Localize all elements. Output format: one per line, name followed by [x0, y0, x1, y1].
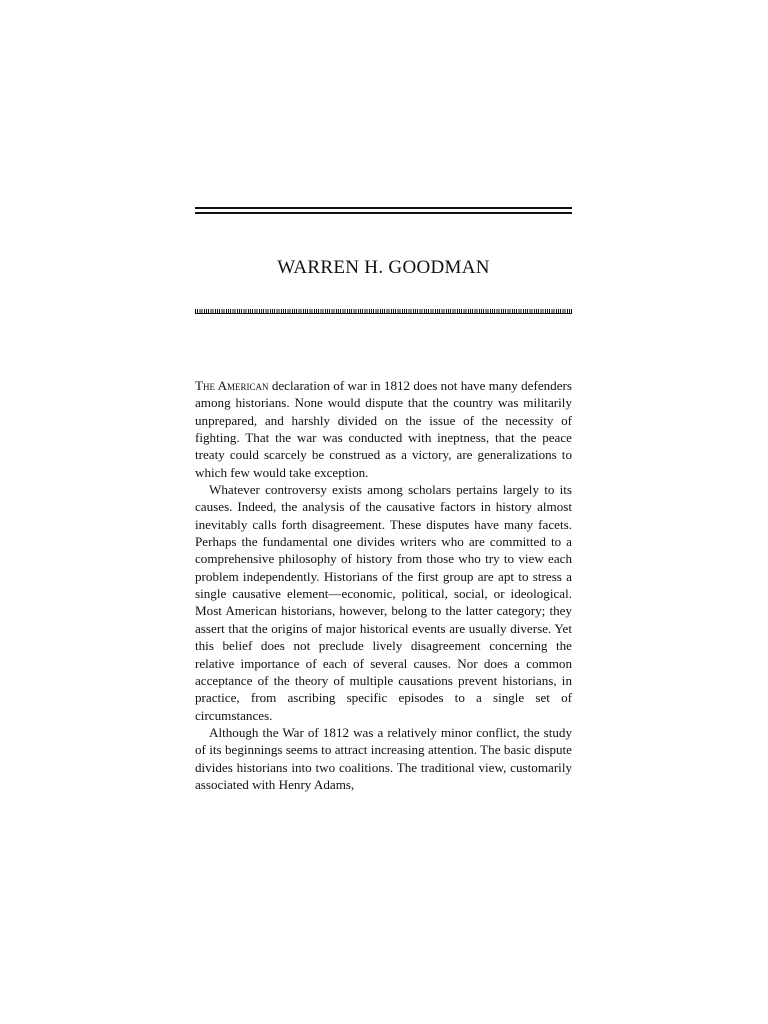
paragraph-2: Whatever controversy exists among scholars pertains largely to its causes. Indeed, the analysis of the causative factors in history almost inevitably calls forth disagreement. These disputes have many facets. Perhaps the fundamental one divides writers who are committed to a comprehensive philosophy of history from those who try to view each problem independently. Historians of the first group are apt to stress a single causative element—economic, political, social, or ideological. Most American historians, however, belong to the latter category; they assert that the origins of major historical events are usually diverse. Yet this belief does not preclude lively disagreement concerning the relative importance of each of several causes. Nor does a common acceptance of the theory of multiple causations prevent historians, in practice, from ascribing specific episodes to a single set of circumstances. [195, 482, 572, 723]
decorative-rule-base [195, 313, 572, 314]
paragraph-lead-small-caps: The American [195, 378, 269, 393]
paragraph-3: Although the War of 1812 was a relatively minor conflict, the study of its beginnings seems to attract increasing attention. The basic dispute divides historians into two coalitions. The traditional view, customarily associated with Henry Adams, [195, 724, 572, 792]
header-rule-bottom [195, 212, 572, 214]
header-rule-top [195, 207, 572, 209]
author-heading: WARREN H. GOODMAN [277, 257, 490, 278]
paragraph-1 [195, 377, 572, 481]
article-body [195, 377, 572, 793]
paragraph-text: declaration of war in 1812 does not have many defenders among historians. None would dispute that the country was militarily unprepared, and harshly divided on the issue of the necessity of fighting. That the war was conducted with ineptness, that the peace treaty could scarcely be construed as a victory, are generalizations to which few would take exception. [195, 378, 572, 480]
